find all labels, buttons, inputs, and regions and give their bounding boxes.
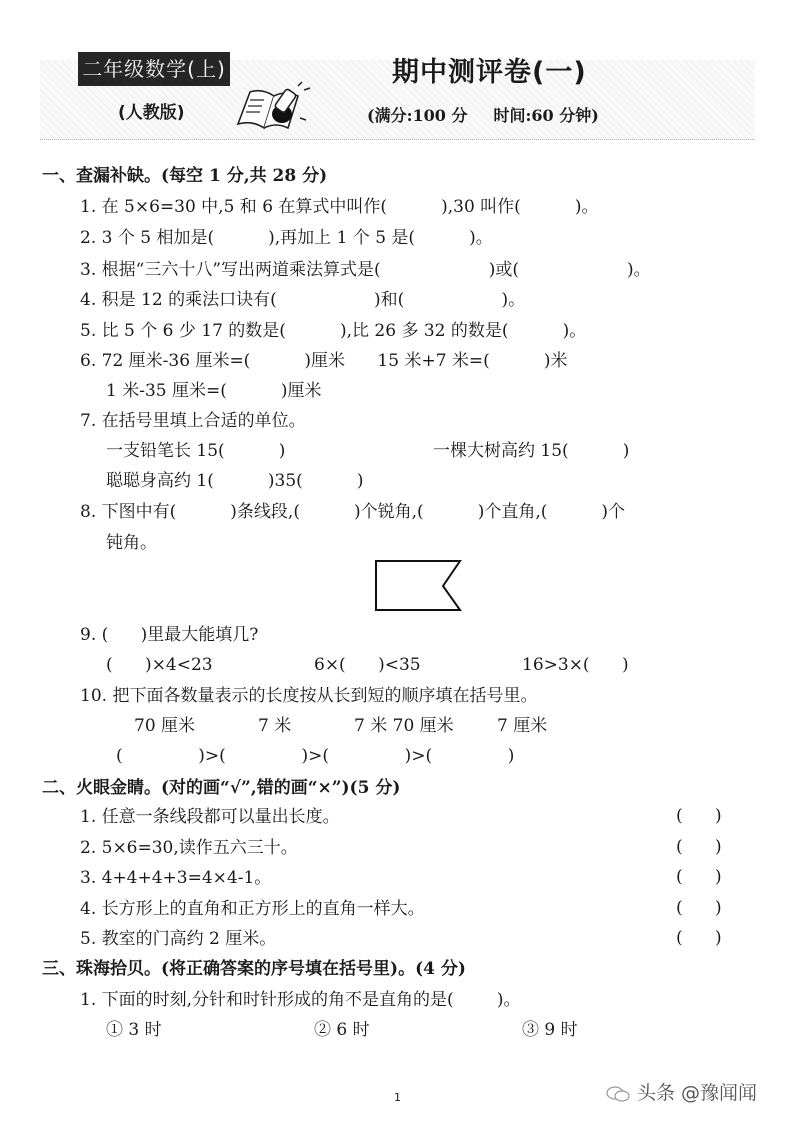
question-1-5: 5. 比 5 个 6 少 17 的数是( ),比 26 多 32 的数是( )。 bbox=[80, 321, 587, 341]
section-heading-3 bbox=[42, 958, 466, 980]
section-title: 二、火眼金睛。 bbox=[42, 778, 161, 798]
grade-badge: 二年级数学(上) bbox=[78, 52, 230, 86]
question-1-10: 10. 把下面各数量表示的长度按从长到短的顺序填在括号里。 bbox=[80, 686, 538, 706]
book-icon bbox=[234, 80, 314, 132]
true-false-item: 5. 教室的门高约 2 厘米。 bbox=[80, 929, 277, 949]
question-1-2: 2. 3 个 5 相加是( ),再加上 1 个 5 是( )。 bbox=[80, 228, 493, 248]
question-1-3: 3. 根据“三六十八”写出两道乘法算式是( )或( )。 bbox=[80, 260, 651, 280]
length-item: 7 米 bbox=[258, 716, 292, 736]
edition-label: (人教版) bbox=[118, 103, 185, 123]
section-note: (对的画“√”,错的画“×”)(5 分) bbox=[161, 778, 401, 798]
section-title: 三、珠海拾贝。 bbox=[42, 959, 161, 979]
watermark-text: 头条 @豫闻闻 bbox=[637, 1082, 758, 1104]
section-note: (将正确答案的序号填在括号里)。(4 分) bbox=[161, 959, 466, 979]
exam-title: 期中测评卷(一) bbox=[392, 57, 587, 88]
section-title: 一、查漏补缺。 bbox=[42, 166, 161, 186]
answer-box: ( ) bbox=[676, 806, 722, 826]
length-item: 7 米 70 厘米 bbox=[354, 716, 454, 736]
true-false-item: 4. 长方形上的直角和正方形上的直角一样大。 bbox=[80, 899, 425, 919]
question-3-1: 1. 下面的时刻,分针和时针形成的角不是直角的是( )。 bbox=[80, 990, 521, 1010]
section-note: (每空 1 分,共 28 分) bbox=[161, 166, 328, 186]
question-1-9c: 16>3×( ) bbox=[522, 655, 629, 675]
question-1-7: 7. 在括号里填上合适的单位。 bbox=[80, 411, 306, 431]
watermark bbox=[605, 1078, 757, 1105]
true-false-item: 3. 4+4+4+3=4×4-1。 bbox=[80, 868, 272, 888]
exam-meta bbox=[367, 103, 625, 126]
full-score: (满分:100 分 bbox=[367, 106, 468, 125]
length-item: 70 厘米 bbox=[134, 716, 196, 736]
question-1-8a: 8. 下图中有( )条线段,( )个锐角,( )个直角,( )个 bbox=[80, 502, 626, 522]
question-1-7c: 聪聪身高约 1( )35( ) bbox=[106, 471, 364, 491]
choice-option: ③ 9 时 bbox=[522, 1020, 578, 1040]
notched-flag-figure bbox=[370, 556, 470, 616]
section-heading-2 bbox=[42, 777, 400, 799]
question-1-9a: ( )×4<23 bbox=[106, 655, 213, 675]
question-1-1: 1. 在 5×6=30 中,5 和 6 在算式中叫作( ),30 叫作( )。 bbox=[80, 197, 599, 217]
length-item: 7 厘米 bbox=[497, 716, 548, 736]
question-1-6b: 1 米-35 厘米=( )厘米 bbox=[106, 381, 322, 401]
question-1-9b: 6×( )<35 bbox=[314, 655, 421, 675]
answer-box: ( ) bbox=[676, 898, 722, 918]
page-number: 1 bbox=[394, 1091, 401, 1104]
question-1-8b: 钝角。 bbox=[106, 533, 157, 553]
question-1-7b: 一棵大树高约 15( ) bbox=[433, 441, 630, 461]
answer-box: ( ) bbox=[676, 867, 722, 887]
wechat-icon bbox=[605, 1085, 631, 1103]
order-blanks: ( )>( )>( )>( ) bbox=[116, 746, 515, 766]
choice-option: ② 6 时 bbox=[314, 1020, 370, 1040]
choice-option: ① 3 时 bbox=[106, 1020, 162, 1040]
header-divider bbox=[40, 139, 755, 141]
question-1-4: 4. 积是 12 的乘法口诀有( )和( )。 bbox=[80, 290, 526, 310]
answer-box: ( ) bbox=[676, 837, 722, 857]
question-1-6a: 6. 72 厘米-36 厘米=( )厘米 15 米+7 米=( )米 bbox=[80, 351, 568, 371]
time-limit: 时间:60 分钟) bbox=[493, 106, 599, 125]
true-false-item: 1. 任意一条线段都可以量出长度。 bbox=[80, 807, 340, 827]
true-false-item: 2. 5×6=30,读作五六三十。 bbox=[80, 838, 298, 858]
question-1-9: 9. ( )里最大能填几? bbox=[80, 625, 259, 645]
answer-box: ( ) bbox=[676, 928, 722, 948]
section-heading-1 bbox=[42, 165, 327, 187]
question-1-7a: 一支铅笔长 15( ) bbox=[106, 441, 286, 461]
